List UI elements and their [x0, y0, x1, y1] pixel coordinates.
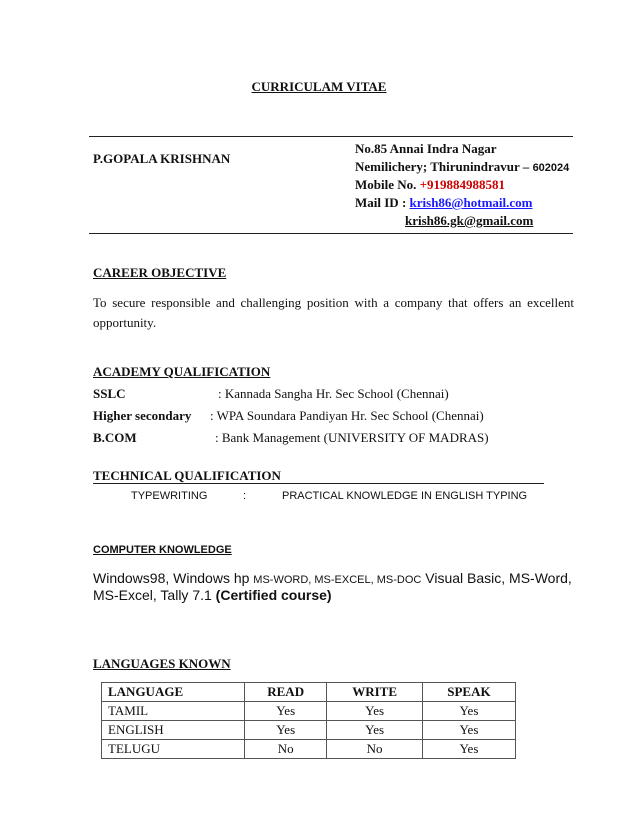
qualification-value-bcom: : Bank Management (UNIVERSITY OF MADRAS) [215, 430, 489, 445]
qualification-label-bcom: B.COM [93, 430, 137, 445]
table-row [102, 702, 516, 721]
computer-knowledge-heading: COMPUTER KNOWLEDGE [93, 544, 232, 556]
header-top-rule [89, 136, 573, 137]
mail-line-2 [405, 213, 533, 229]
ck-tally: MS-Excel, Tally 7.1 [93, 587, 216, 603]
table-cell: Yes [327, 702, 423, 721]
table-cell: Yes [422, 702, 515, 721]
career-objective-text: To secure responsible and challenging position with a company that offers an excellent opportunity. [93, 295, 574, 330]
table-cell: Yes [245, 702, 327, 721]
table-cell: No [327, 740, 423, 759]
table-cell: TELUGU [102, 740, 245, 759]
table-cell: TAMIL [102, 702, 245, 721]
table-cell: Yes [327, 721, 423, 740]
document-title: CURRICULAM VITAE [251, 79, 387, 94]
qualification-label-sslc: SSLC [93, 386, 126, 401]
email-link-1[interactable]: krish86@hotmail.com [409, 195, 533, 210]
column-header: READ [245, 683, 327, 702]
mobile-label: Mobile No. [355, 177, 420, 192]
address-line-1: No.85 Annai Indra Nagar [355, 141, 497, 156]
technical-separator: : [243, 490, 247, 502]
table-cell: Yes [245, 721, 327, 740]
pin-code: 602024 [532, 162, 570, 174]
table-header-row [102, 683, 516, 702]
mobile-number: +919884988581 [419, 177, 506, 192]
column-header: WRITE [327, 683, 423, 702]
technical-heading: TECHNICAL QUALIFICATION [93, 468, 281, 483]
languages-heading: LANGUAGES KNOWN [93, 656, 231, 671]
ck-tools: Visual Basic, MS-Word, [421, 570, 572, 586]
table-row [102, 721, 516, 740]
technical-description: PRACTICAL KNOWLEDGE IN ENGLISH TYPING [282, 490, 528, 502]
table-cell: Yes [422, 740, 515, 759]
qualification-label-hsc: Higher secondary [93, 408, 192, 423]
ck-certified: (Certified course) [215, 587, 332, 603]
ck-office: MS-WORD, MS-EXCEL, MS-DOC [253, 574, 422, 586]
column-header: SPEAK [422, 683, 515, 702]
qualification-value-sslc: : Kannada Sangha Hr. Sec School (Chennai) [218, 386, 449, 401]
address-line-2 [355, 159, 569, 175]
column-header: LANGUAGE [102, 683, 245, 702]
computer-knowledge-line-2 [93, 587, 332, 603]
languages-table [101, 682, 516, 759]
candidate-name: P.GOPALA KRISHNAN [93, 151, 231, 166]
table-cell: ENGLISH [102, 721, 245, 740]
table-cell: Yes [422, 721, 515, 740]
technical-heading-underline [93, 483, 544, 484]
technical-item: TYPEWRITING [131, 490, 208, 502]
mail-line [355, 195, 533, 211]
address-line-2-text: Nemilichery; Thirunindravur – [355, 159, 533, 174]
table-row [102, 740, 516, 759]
career-objective-heading: CAREER OBJECTIVE [93, 265, 227, 280]
academy-heading: ACADEMY QUALIFICATION [93, 364, 271, 379]
qualification-value-hsc: : WPA Soundara Pandiyan Hr. Sec School (Chennai) [210, 408, 484, 423]
table-cell: No [245, 740, 327, 759]
ck-os: Windows98, Windows hp [93, 570, 254, 586]
computer-knowledge-line-1 [93, 570, 572, 586]
email-link-2[interactable]: krish86.gk@gmail.com [405, 213, 534, 228]
mail-label: Mail ID : [355, 195, 410, 210]
mobile-line [355, 177, 505, 193]
header-bottom-rule [89, 233, 573, 234]
